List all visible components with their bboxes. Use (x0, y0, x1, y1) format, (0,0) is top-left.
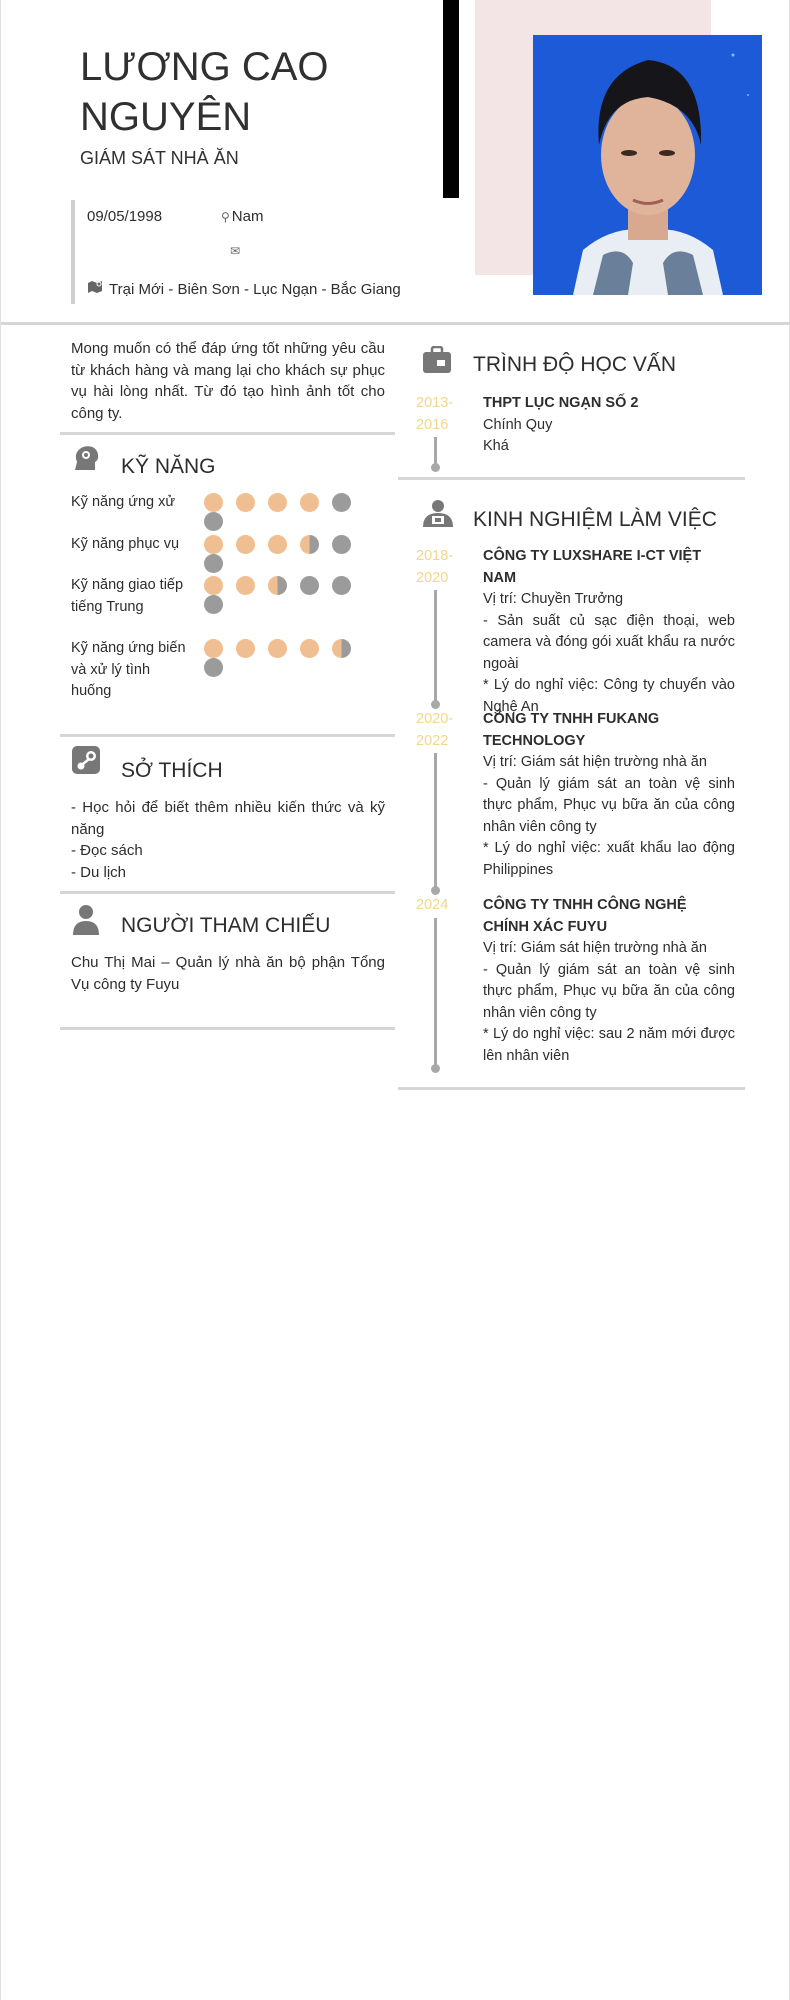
skill-dot (300, 576, 319, 595)
skill-dot (204, 554, 223, 573)
skill-dot (268, 576, 287, 595)
skill-dot (268, 493, 287, 512)
education-grade: Khá (483, 438, 509, 454)
skill-name: Kỹ năng phục vụ (71, 536, 180, 552)
job-year (416, 709, 466, 752)
skill-dot (204, 512, 223, 531)
skill-dot (332, 576, 351, 595)
year-end: 2020 (416, 569, 449, 586)
company-name: CÔNG TY TNHH CÔNG NGHỆ CHÍNH XÁC FUYU (483, 897, 687, 935)
skill-rating (204, 576, 391, 614)
skill-name: Kỹ năng ứng biến và xử lý tình huống (71, 640, 186, 699)
references-section (60, 894, 395, 1030)
skill-rating (204, 493, 391, 531)
timeline-line (434, 590, 437, 705)
year-start: 2020- (416, 711, 454, 727)
job-leave-reason: * Lý do nghỉ việc: xuất khẩu lao động Philippines (483, 840, 735, 878)
year-end: 2022 (416, 732, 449, 749)
address-row (87, 280, 401, 298)
job-title: GIÁM SÁT NHÀ ĂN (80, 148, 239, 168)
timeline-dot (431, 463, 440, 472)
year-start: 2024 (416, 897, 449, 913)
experience-title: KINH NGHIỆM LÀM VIỆC (473, 508, 717, 531)
job-duty: - Sản suất củ sạc điện thoại, web camera và đóng gói xuất khẩu ra nước ngoài (483, 612, 735, 672)
timeline-line (434, 918, 437, 1068)
candidate-name: LƯƠNG CAO NGUYÊN (80, 45, 329, 139)
education-title: TRÌNH ĐỘ HỌC VẤN (473, 353, 677, 376)
job-leave-reason: * Lý do nghỉ việc: sau 2 năm mới được lên nhân viên (483, 1026, 735, 1064)
skill-dot (332, 639, 351, 658)
skill-dot (268, 639, 287, 658)
job-duty: - Quản lý giám sát an toàn vệ sinh thực phẩm, Phục vụ bữa ăn của công nhân viên công ty (483, 961, 735, 1021)
skills-head-icon (71, 444, 101, 474)
map-icon (87, 280, 103, 297)
worker-icon (422, 498, 452, 528)
hobby-item: - Học hỏi để biết thêm nhiều kiến thức và kỹ năng (71, 799, 385, 838)
skill-dot (204, 639, 223, 658)
personal-info (71, 200, 401, 304)
gender-icon: ⚲ (221, 210, 230, 224)
skill-dot (236, 576, 255, 595)
experience-section (398, 480, 745, 1090)
job-entry (483, 895, 735, 1067)
email-icon: ✉ (230, 244, 241, 258)
hobbies-section (60, 737, 395, 894)
company-name: CÔNG TY LUXSHARE I-CT VIỆT NAM (483, 548, 702, 586)
email-row (230, 242, 246, 259)
skill-name: Kỹ năng ứng xử (71, 494, 176, 510)
skill-dot (204, 595, 223, 614)
skill-rating (204, 639, 391, 677)
person-icon (71, 903, 101, 933)
skill-dot (300, 535, 319, 554)
skill-dot (204, 535, 223, 554)
education-entry (483, 393, 735, 458)
company-name: CÔNG TY TNHH FUKANG TECHNOLOGY (483, 711, 660, 749)
job-leave-reason: * Lý do nghỉ việc: Công ty chuyển vào Nghệ An (483, 677, 735, 715)
resume-header (1, 0, 790, 325)
skill-name: Kỹ năng giao tiếp tiếng Trung (71, 577, 184, 615)
hobbies-title: SỞ THÍCH (121, 759, 223, 782)
skills-title: KỸ NĂNG (121, 455, 216, 478)
birthday-value: 09/05/1998 (87, 208, 163, 225)
skill-dot (204, 576, 223, 595)
skill-rating (204, 535, 391, 573)
hobby-item: - Đọc sách (71, 842, 143, 859)
job-entry (483, 546, 735, 718)
decorative-bar (443, 0, 459, 198)
timeline-line (434, 753, 437, 891)
skill-dot (300, 493, 319, 512)
gender-row (221, 208, 263, 225)
year-start: 2018- (416, 548, 454, 564)
job-position: Vị trí: Chuyền Trưởng (483, 591, 624, 607)
job-year (416, 546, 466, 589)
skill-dot (236, 493, 255, 512)
skill-dot (236, 535, 255, 554)
hobbies-list (71, 797, 385, 883)
skill-dot (204, 658, 223, 677)
timeline-dot (431, 700, 440, 709)
year-end: 2016 (416, 416, 449, 433)
references-text: Chu Thị Mai – Quản lý nhà ăn bộ phận Tổng Vụ công ty Fuyu (71, 954, 385, 993)
skill-dot (268, 535, 287, 554)
skill-dot (300, 639, 319, 658)
gender-value: Nam (231, 208, 264, 225)
skill-dot (204, 493, 223, 512)
job-entry (483, 709, 735, 881)
skill-dot (332, 535, 351, 554)
timeline-dot (431, 886, 440, 895)
education-year (416, 393, 466, 436)
job-position: Vị trí: Giám sát hiện trường nhà ăn (483, 754, 707, 770)
job-year (416, 895, 466, 917)
career-objective: Mong muốn có thể đáp ứng tốt những yêu cầu từ khách hàng và mang lại cho khách sự phục vụ hài lòng nhất. Từ đó tạo hình ảnh tốt cho công ty. (60, 325, 395, 435)
job-duty: - Quản lý giám sát an toàn vệ sinh thực phẩm, Phục vụ bữa ăn của công nhân viên công ty (483, 775, 735, 835)
school-name: THPT LỤC NGẠN SỐ 2 (483, 395, 639, 411)
education-section (398, 325, 745, 480)
skill-dot (332, 493, 351, 512)
profile-photo (533, 35, 762, 295)
timeline-dot (431, 1064, 440, 1073)
references-title: NGƯỜI THAM CHIẾU (121, 914, 331, 937)
briefcase-icon (422, 346, 452, 376)
birthday-row (87, 208, 162, 225)
skill-dot (236, 639, 255, 658)
address-value: Trại Mới - Biên Sơn - Lục Ngạn - Bắc Giang (109, 281, 401, 298)
hobby-item: - Du lịch (71, 863, 127, 881)
education-type: Chính Quy (483, 416, 553, 433)
job-position: Vị trí: Giám sát hiện trường nhà ăn (483, 940, 707, 956)
skills-section (60, 435, 395, 737)
year-start: 2013- (416, 395, 454, 411)
hobby-icon (71, 745, 101, 775)
